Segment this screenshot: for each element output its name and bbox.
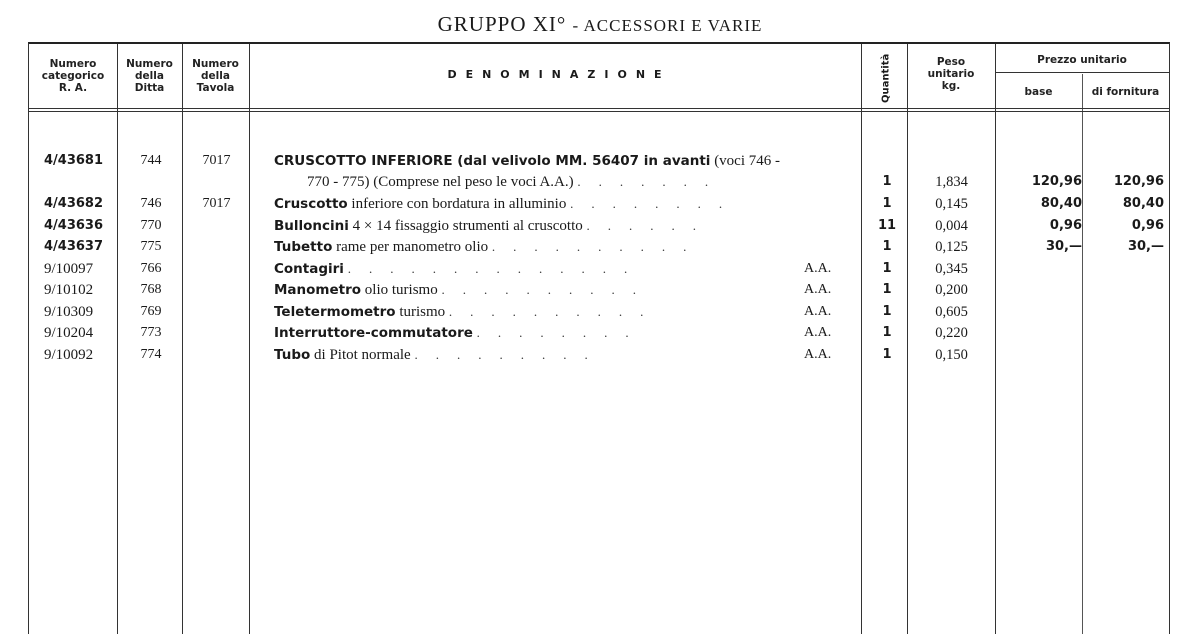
denominazione: Bulloncini 4 × 14 fissaggio strumenti al cruscotto ...... xyxy=(274,217,715,234)
table-row xyxy=(29,152,1169,195)
table-row xyxy=(29,281,1169,303)
cat-number: 9/10102 xyxy=(44,282,94,298)
denominazione: Contagiri .............. A.A. xyxy=(274,260,832,277)
peso: 0,345 xyxy=(935,260,968,277)
peso: 0,125 xyxy=(935,239,968,255)
ditta-number: 746 xyxy=(140,196,162,211)
header-tavola: Numero della Tavola xyxy=(192,58,239,94)
prezzo-base: 0,96 xyxy=(1049,217,1082,233)
tavola-number: 7017 xyxy=(202,196,231,211)
denominazione: Cruscotto inferiore con bordatura in alluminio ........ xyxy=(274,196,741,212)
peso: 0,150 xyxy=(935,346,968,363)
denominazione: Teletermometro turismo .......... A.A. xyxy=(274,303,832,320)
table-row xyxy=(29,324,1169,346)
denominazione: Manometro olio turismo .......... A.A. xyxy=(274,282,832,298)
ditta-number: 766 xyxy=(140,260,162,276)
table-row xyxy=(29,238,1169,260)
cat-number: 4/43636 xyxy=(44,217,104,233)
table-body xyxy=(29,152,1169,367)
table-row xyxy=(29,303,1169,325)
prezzo-rule xyxy=(995,72,1169,73)
tavola-number: 7017 xyxy=(202,153,231,168)
prezzo-base: 30,— xyxy=(1045,239,1082,254)
page-title xyxy=(0,12,1200,37)
denominazione: Tubo di Pitot normale ......... A.A. xyxy=(274,346,832,363)
header-rule xyxy=(29,111,1169,112)
denominazione: Interruttore-commutatore ........ A.A. xyxy=(274,325,832,341)
prezzo-base: 120,96 xyxy=(1031,174,1082,189)
cat-number: 9/10092 xyxy=(44,346,94,363)
ditta-number: 768 xyxy=(140,282,162,297)
header-fornitura: di fornitura xyxy=(1091,86,1160,98)
cat-number: 9/10097 xyxy=(44,260,94,277)
prezzo-base: 80,40 xyxy=(1040,196,1082,211)
header-prezzo: Prezzo unitario xyxy=(1037,54,1127,66)
cat-number: 9/10204 xyxy=(44,325,94,341)
peso: 0,004 xyxy=(935,217,968,234)
denominazione-line2: 770 - 775) (Comprese nel peso le voci A.A.) ....... xyxy=(307,174,727,190)
ditta-number: 775 xyxy=(140,239,162,254)
quantita: 1 xyxy=(882,303,892,319)
quantita: 11 xyxy=(877,217,897,233)
cat-number: 4/43637 xyxy=(44,239,104,254)
ditta-number: 773 xyxy=(140,325,162,340)
ditta-number: 770 xyxy=(140,217,162,233)
prezzo-fornitura: 30,— xyxy=(1127,239,1164,254)
ditta-number: 774 xyxy=(140,346,162,362)
price-table xyxy=(28,42,1170,634)
header-ditta: Numero della Ditta xyxy=(126,58,173,94)
quantita: 1 xyxy=(882,325,892,340)
quantita: 1 xyxy=(882,282,892,297)
peso: 0,605 xyxy=(935,303,968,320)
ditta-number: 769 xyxy=(140,303,162,319)
header-peso: Peso unitario kg. xyxy=(927,56,975,92)
prezzo-fornitura: 120,96 xyxy=(1113,174,1164,189)
header-cat: Numero categorico R. A. xyxy=(41,58,105,94)
table-row xyxy=(29,195,1169,217)
title-main: GRUPPO XI° xyxy=(437,12,567,36)
peso: 1,834 xyxy=(935,174,968,190)
quantita: 1 xyxy=(882,196,892,211)
quantita: 1 xyxy=(882,174,892,189)
prezzo-fornitura: 80,40 xyxy=(1122,196,1164,211)
table-row xyxy=(29,260,1169,282)
denominazione: Tubetto rame per manometro olio .......... xyxy=(274,239,705,255)
quantita: 1 xyxy=(882,346,892,362)
quantita: 1 xyxy=(882,239,892,254)
cat-number: 4/43682 xyxy=(44,196,104,211)
cat-number: 9/10309 xyxy=(44,303,94,320)
denominazione: CRUSCOTTO INFERIORE (dal velivolo MM. 56407 in avanti (voci 746 - xyxy=(274,153,781,169)
table-row xyxy=(29,346,1169,368)
quantita: 1 xyxy=(882,260,892,276)
table-row xyxy=(29,217,1169,239)
cat-number: 4/43681 xyxy=(44,153,104,168)
header-rule xyxy=(29,108,1169,109)
peso: 0,220 xyxy=(935,325,968,341)
header-denominazione: DENOMINAZIONE xyxy=(447,68,671,81)
ditta-number: 744 xyxy=(140,153,162,168)
header-quantita: Quantità xyxy=(880,53,892,103)
title-sub: - ACCESSORI E VARIE xyxy=(572,16,763,35)
peso: 0,200 xyxy=(935,282,968,298)
prezzo-fornitura: 0,96 xyxy=(1131,217,1164,233)
peso: 0,145 xyxy=(935,196,968,212)
header-base: base xyxy=(1024,86,1053,98)
